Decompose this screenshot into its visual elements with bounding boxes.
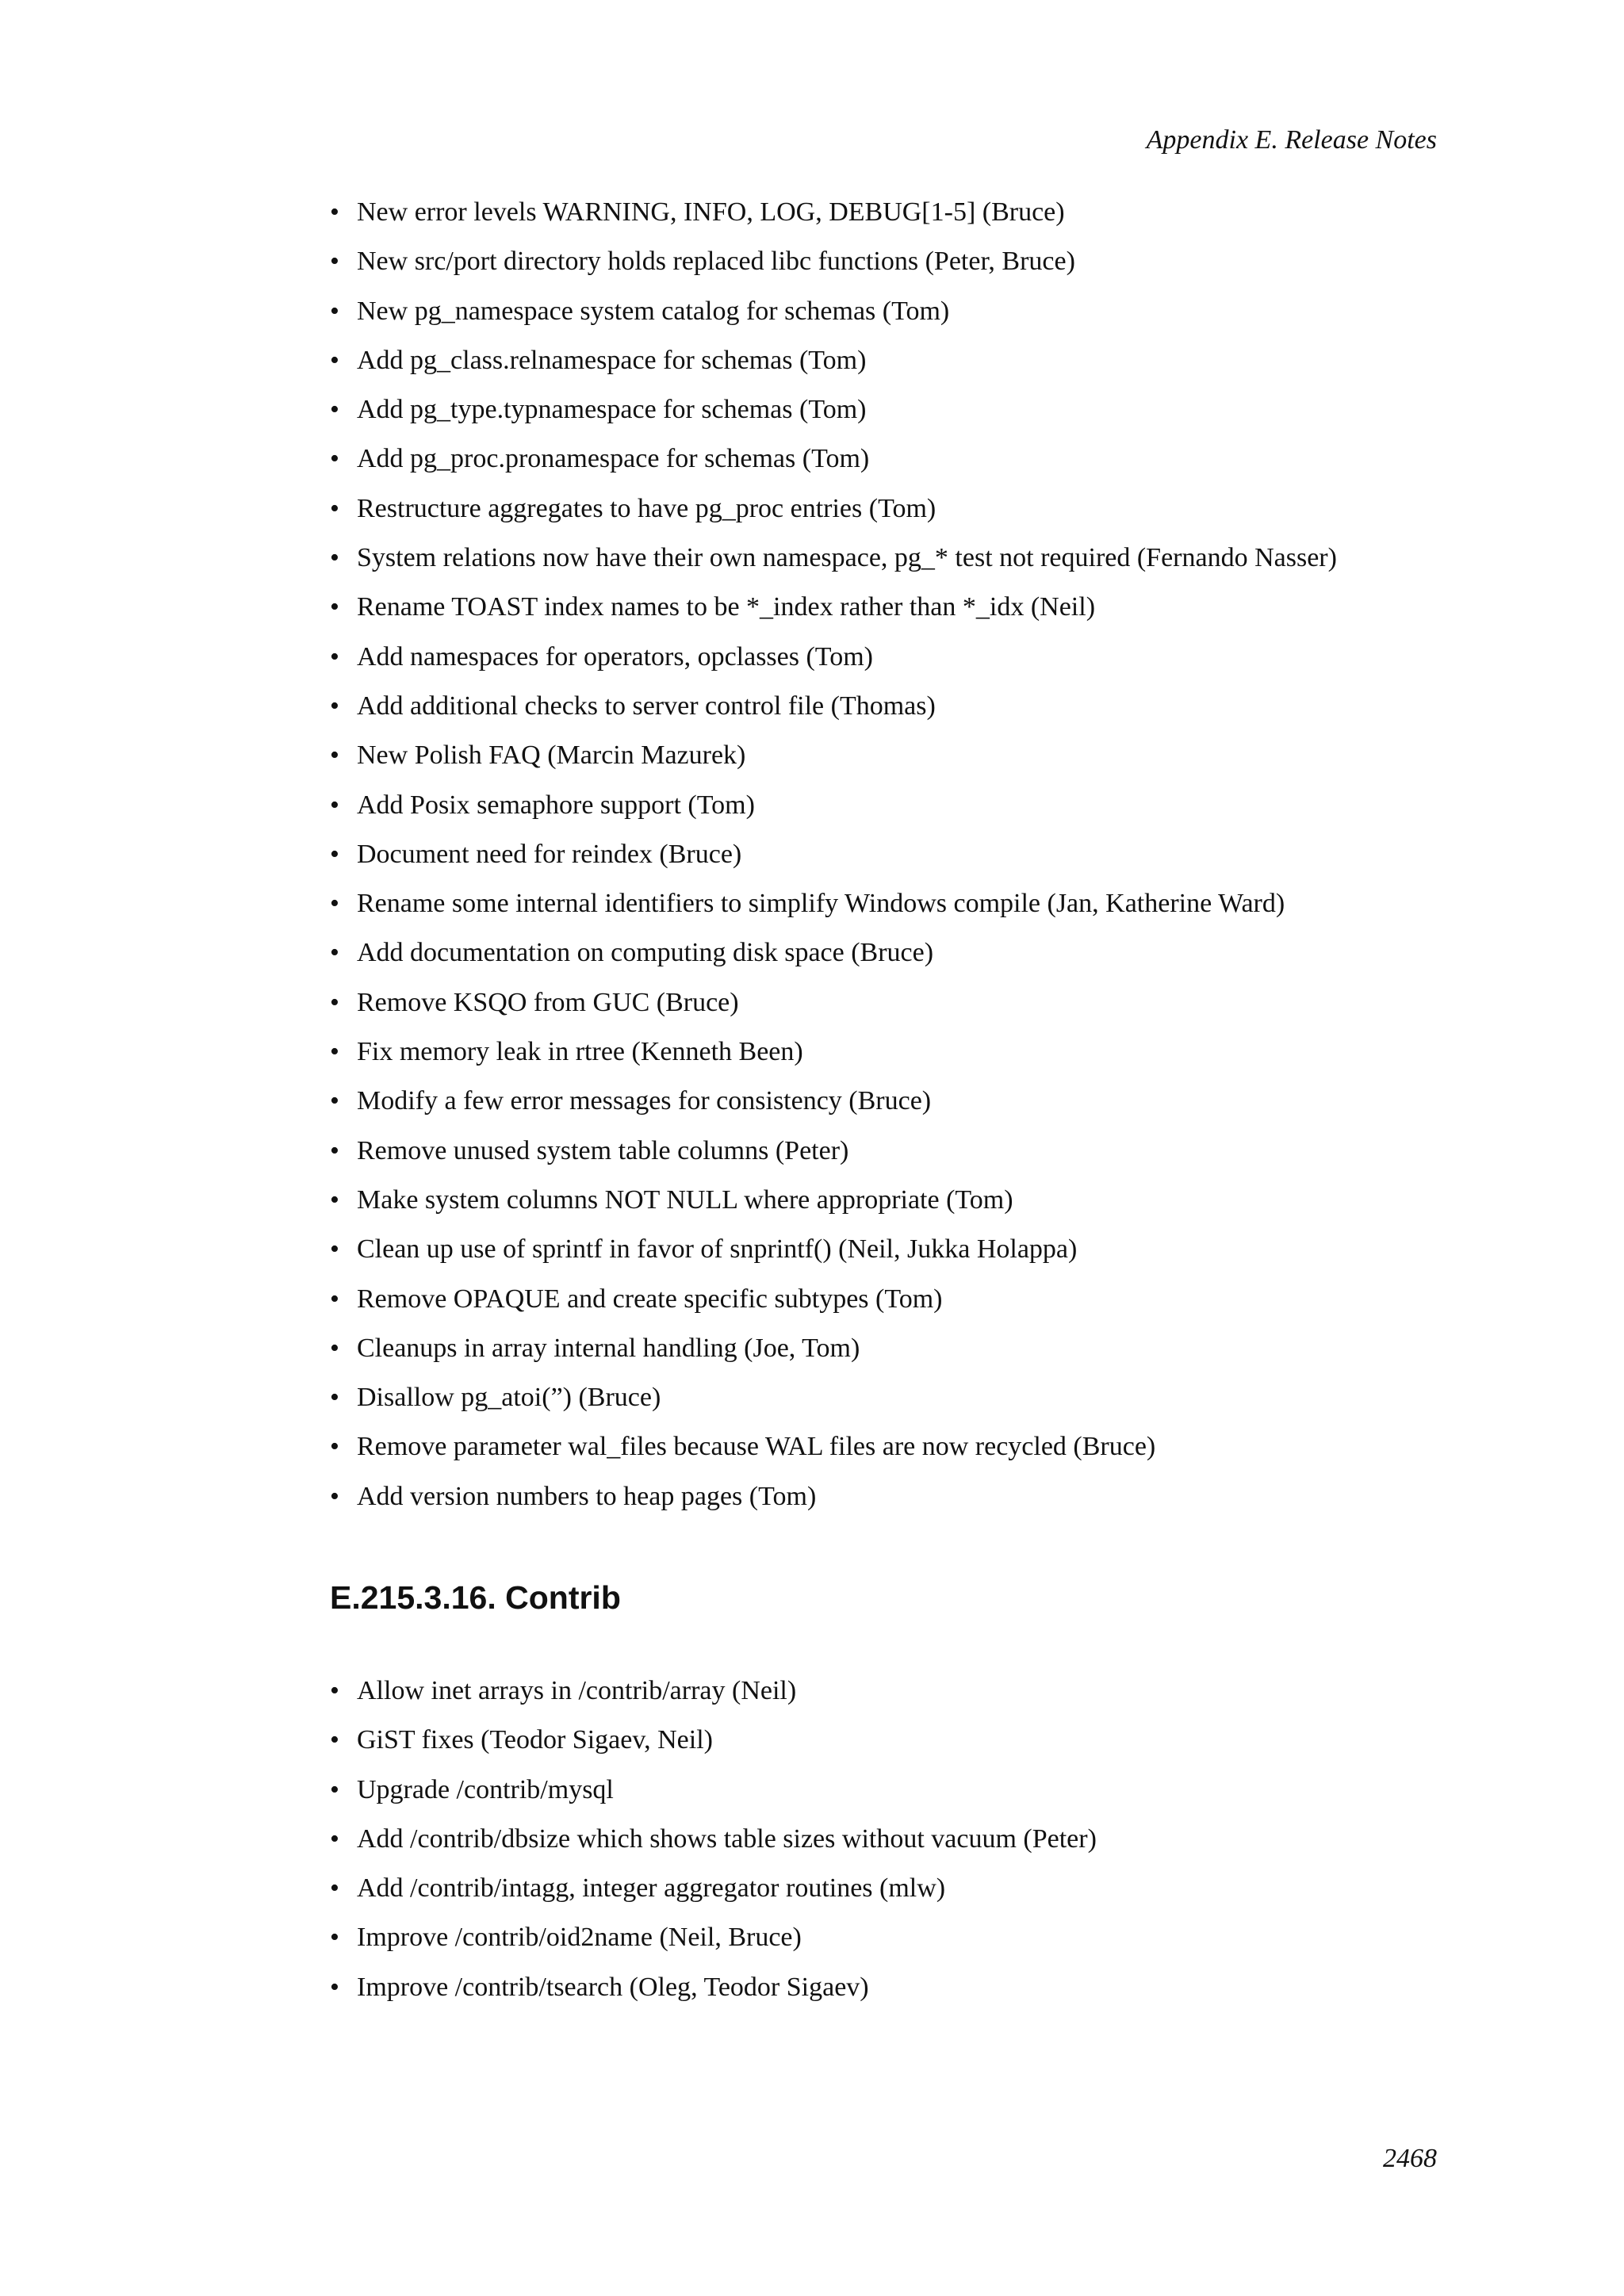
list-item-text: Rename TOAST index names to be *_index rather than *_idx (Neil) (357, 592, 1096, 622)
list-item (325, 1919, 1451, 1969)
list-item (325, 935, 1451, 984)
list-item (325, 1034, 1451, 1083)
bullet-icon: • (330, 1725, 339, 1755)
bullet-icon: • (330, 197, 339, 227)
list-item (325, 985, 1451, 1034)
bullet-icon: • (330, 1823, 339, 1854)
list-item-text: Add version numbers to heap pages (Tom) (357, 1481, 817, 1511)
bullet-icon: • (330, 493, 339, 523)
list-item-text: Remove parameter wal_files because WAL files are now recycled (Bruce) (357, 1432, 1156, 1462)
list-item-text: Add /contrib/intagg, integer aggregator routines (mlw) (357, 1873, 946, 1904)
list-item-text: New src/port directory holds replaced libc functions (Peter, Bruce) (357, 247, 1075, 277)
bullet-icon: • (330, 592, 339, 622)
bullet-icon: • (330, 1184, 339, 1215)
list-item-text: Allow inet arrays in /contrib/array (Neil) (357, 1676, 797, 1705)
bullet-icon: • (330, 1135, 339, 1165)
bullet-icon: • (330, 444, 339, 474)
bullet-icon: • (330, 296, 339, 326)
list-item-text: Fix memory leak in rtree (Kenneth Been) (357, 1037, 803, 1067)
page-number: 2468 (1383, 2144, 1437, 2173)
list-item (325, 1133, 1451, 1182)
list-item-text: Modify a few error messages for consistency (Bruce) (357, 1086, 932, 1116)
list-item (325, 1429, 1451, 1478)
list-item-text: Add additional checks to server control file (Thomas) (357, 691, 936, 721)
list-item (325, 293, 1451, 342)
list-item (325, 1083, 1451, 1132)
list-item-text: Add namespaces for operators, opclasses (Tom) (357, 641, 873, 672)
list-item-text: Cleanups in array internal handling (Joe, Tom) (357, 1333, 860, 1363)
list-item (325, 737, 1451, 786)
list-item-text: Restructure aggregates to have pg_proc entries (Tom) (357, 493, 936, 523)
list-item (325, 1870, 1451, 1919)
list-item (325, 1722, 1451, 1771)
running-header: Appendix E. Release Notes (1146, 125, 1437, 155)
bullet-icon: • (330, 1037, 339, 1067)
list-item-text: System relations now have their own namespace, pg_* test not required (Fernando Nasser) (357, 543, 1337, 573)
bullet-icon: • (330, 345, 339, 375)
list-item (325, 1182, 1451, 1231)
bullet-icon: • (330, 839, 339, 869)
bullet-icon: • (330, 1923, 339, 1953)
list-item (325, 836, 1451, 886)
list-item (325, 886, 1451, 935)
list-item (325, 787, 1451, 836)
list-item-text: Remove unused system table columns (Peter) (357, 1135, 849, 1165)
list-item-text: Document need for reindex (Bruce) (357, 839, 742, 869)
bullet-icon: • (330, 247, 339, 277)
list-item (325, 1330, 1451, 1380)
bullet-icon: • (330, 691, 339, 721)
section-heading: E.215.3.16. Contrib (330, 1579, 621, 1616)
list-item-text: Remove OPAQUE and create specific subtypes (Tom) (357, 1284, 943, 1314)
list-item-text: Upgrade /contrib/mysql (357, 1774, 614, 1804)
bullet-icon: • (330, 1873, 339, 1904)
list-item (325, 194, 1451, 243)
bullet-icon: • (330, 987, 339, 1017)
list-item (325, 441, 1451, 490)
list-item (325, 1821, 1451, 1870)
list-item (325, 243, 1451, 293)
contrib-list (325, 1673, 1451, 2019)
list-item (325, 1772, 1451, 1821)
previous-section-list (325, 194, 1451, 1528)
bullet-icon: • (330, 740, 339, 771)
bullet-icon: • (330, 889, 339, 919)
list-item-text: Clean up use of sprintf in favor of snprintf() (Neil, Jukka Holappa) (357, 1234, 1078, 1265)
bullet-icon: • (330, 1432, 339, 1462)
list-item (325, 540, 1451, 589)
list-item (325, 589, 1451, 638)
list-item-text: Add /contrib/dbsize which shows table sizes without vacuum (Peter) (357, 1823, 1097, 1854)
list-item (325, 1380, 1451, 1429)
list-item-text: Improve /contrib/tsearch (Oleg, Teodor Sigaev) (357, 1972, 869, 2002)
list-item (325, 1231, 1451, 1280)
list-item (325, 639, 1451, 688)
bullet-icon: • (330, 1481, 339, 1511)
list-item (325, 392, 1451, 441)
list-item-text: Add Posix semaphore support (Tom) (357, 790, 755, 820)
list-item-text: Improve /contrib/oid2name (Neil, Bruce) (357, 1923, 802, 1953)
list-item (325, 491, 1451, 540)
bullet-icon: • (330, 1333, 339, 1363)
bullet-icon: • (330, 395, 339, 425)
list-item-text: New Polish FAQ (Marcin Mazurek) (357, 740, 746, 771)
list-item (325, 1281, 1451, 1330)
bullet-icon: • (330, 1086, 339, 1116)
list-item-text: Add pg_proc.pronamespace for schemas (Tom) (357, 444, 870, 474)
list-item-text: New error levels WARNING, INFO, LOG, DEBUG[1-5] (Bruce) (357, 197, 1065, 227)
list-item (325, 688, 1451, 737)
list-item (325, 1479, 1451, 1528)
bullet-icon: • (330, 543, 339, 573)
list-item-text: Disallow pg_atoi(”) (Bruce) (357, 1383, 661, 1413)
list-item-text: Rename some internal identifiers to simplify Windows compile (Jan, Katherine Ward) (357, 889, 1285, 919)
list-item (325, 1673, 1451, 1722)
bullet-icon: • (330, 1284, 339, 1314)
list-item-text: Add documentation on computing disk space (Bruce) (357, 938, 934, 968)
bullet-icon: • (330, 938, 339, 968)
bullet-icon: • (330, 790, 339, 820)
bullet-icon: • (330, 1972, 339, 2002)
list-item (325, 1969, 1451, 2019)
bullet-icon: • (330, 1774, 339, 1804)
list-item (325, 342, 1451, 392)
list-item-text: Remove KSQO from GUC (Bruce) (357, 987, 739, 1017)
list-item-text: Make system columns NOT NULL where appropriate (Tom) (357, 1184, 1013, 1215)
list-item-text: GiST fixes (Teodor Sigaev, Neil) (357, 1725, 713, 1755)
list-item-text: Add pg_type.typnamespace for schemas (Tom) (357, 395, 867, 425)
bullet-icon: • (330, 1383, 339, 1413)
list-item-text: Add pg_class.relnamespace for schemas (Tom) (357, 345, 867, 375)
bullet-icon: • (330, 1234, 339, 1265)
list-item-text: New pg_namespace system catalog for schemas (Tom) (357, 296, 950, 326)
bullet-icon: • (330, 1676, 339, 1705)
bullet-icon: • (330, 641, 339, 672)
